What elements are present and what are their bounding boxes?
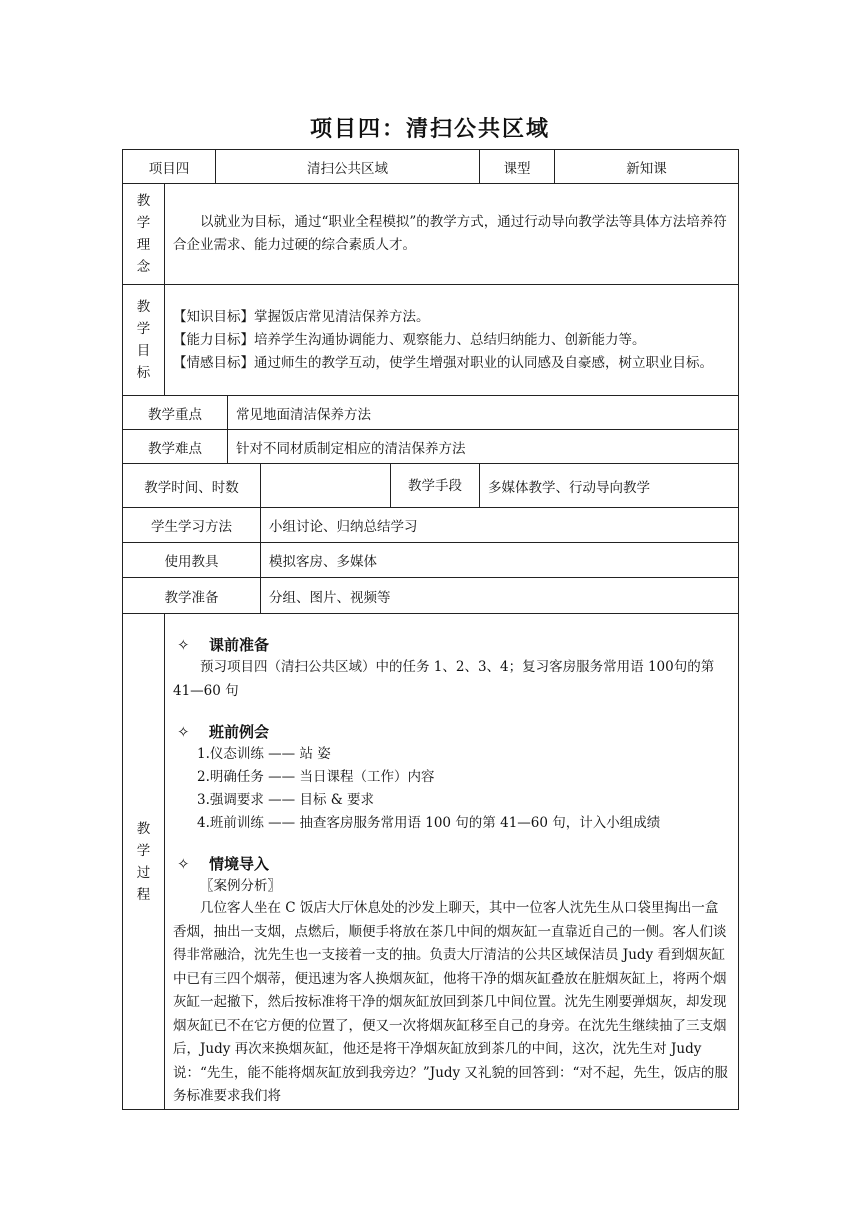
preparation-row <box>123 578 739 614</box>
meeting-item: 1.仪态训练 —— 站 姿 <box>197 746 331 762</box>
difficult-points-row <box>123 430 739 464</box>
tools-value: 模拟客房、多媒体 <box>261 543 739 578</box>
diamond-bullet-icon: ✧ <box>177 723 190 741</box>
preparation-label: 教学准备 <box>123 578 261 614</box>
emotion-objective: 【情感目标】通过师生的教学互动，使学生增强对职业的认同感及自豪感，树立职业目标。 <box>173 354 713 371</box>
preparation-value: 分组、图片、视频等 <box>261 578 739 614</box>
philosophy-row <box>123 184 739 285</box>
process-row <box>123 614 739 1110</box>
study-method-row <box>123 508 739 543</box>
process-content <box>165 614 738 1108</box>
course-type-value-cell: 新知课 <box>555 150 739 184</box>
project-name-cell: 清扫公共区域 <box>216 150 480 184</box>
philosophy-label: 教 学 理 念 <box>123 184 165 285</box>
meeting-item: 3.强调要求 —— 目标 & 要求 <box>197 792 375 808</box>
teaching-means-label: 教学手段 <box>391 464 480 508</box>
study-method-label: 学生学习方法 <box>123 508 261 543</box>
pre-class-text: 预习项目四（清扫公共区域）中的任务 1、2、3、4；复习客房服务常用语 100句的第 41—60 句 <box>173 659 715 699</box>
meeting-item: 4.班前训练 —— 抽查客房服务常用语 100 句的第 41—60 句，计入小组成绩 <box>197 815 661 831</box>
study-method-value: 小组讨论、归纳总结学习 <box>261 508 739 543</box>
key-points-value: 常见地面清洁保养方法 <box>228 396 739 430</box>
page-title: 项目四：清扫公共区域 <box>309 116 550 142</box>
header-row <box>123 150 739 184</box>
teaching-time-value <box>261 464 391 508</box>
case-analysis-label: 〖案例分析〗 <box>200 878 281 894</box>
knowledge-objective: 【知识目标】掌握饭店常见清洁保养方法。 <box>173 308 430 325</box>
philosophy-text-cell <box>165 184 739 285</box>
lesson-plan-table <box>122 149 739 1110</box>
meeting-item: 2.明确任务 —— 当日课程（工作）内容 <box>197 769 435 785</box>
case-text: 几位客人坐在 C 饭店大厅休息处的沙发上聊天，其中一位客人沈先生从口袋里掏出一盒香烟，抽出一支烟，点燃后，顺便手将放在茶几中间的烟灰缸一直靠近自己的一侧。客人们谈得非常融洽，沈先生也一支接着一支的抽。负责大厅清洁的公共区域保洁员 Judy 看到烟灰缸中已有三四个烟蒂，便迅速为客人换烟灰缸，他将干净的烟灰缸叠放在脏烟灰缸上，将两个烟灰缸一起撤下，然后按标准将干净的烟灰缸放回到茶几中间位置。沈先生刚要弹烟灰，却发现烟灰缸已不在它方便的位置了，便又一次将烟灰缸移至自己的身旁。在沈先生继续抽了三支烟后，Judy 再次来换烟灰缸，他还是将干净烟灰缸放到茶几的中间，这次，沈先生对 Judy 说：“先生，能不能将烟灰缸放到我旁边？”Judy 又礼貌的回答到：“对不起，先生，饭店的服务标准要求我们将 <box>173 900 728 1104</box>
section-meeting-heading: ✧ 班前例会 <box>173 721 730 743</box>
time-row <box>123 464 739 508</box>
section-pre-class-heading: ✧ 课前准备 <box>173 634 730 656</box>
diamond-bullet-icon: ✧ <box>177 855 190 873</box>
section-scenario-heading: ✧ 情境导入 <box>173 853 730 875</box>
project-label-cell: 项目四 <box>123 150 216 184</box>
objectives-text-cell <box>165 285 739 396</box>
difficult-points-label: 教学难点 <box>123 430 228 464</box>
teaching-means-value: 多媒体教学、行动导向教学 <box>480 464 739 508</box>
key-points-row <box>123 396 739 430</box>
course-type-label-cell: 课型 <box>480 150 555 184</box>
objectives-label: 教 学 目 标 <box>123 285 165 396</box>
process-label: 教 学 过 程 <box>123 614 165 1110</box>
process-content-cell <box>165 614 739 1110</box>
philosophy-text: 以就业为目标，通过“职业全程模拟”的教学方式，通过行动导向教学法等具体方法培养符合企业需求、能力过硬的综合素质人才。 <box>173 214 727 253</box>
tools-label: 使用教具 <box>123 543 261 578</box>
ability-objective: 【能力目标】培养学生沟通协调能力、观察能力、总结归纳能力、创新能力等。 <box>173 331 646 348</box>
teaching-time-label: 教学时间、时数 <box>123 464 261 508</box>
tools-row <box>123 543 739 578</box>
diamond-bullet-icon: ✧ <box>177 636 190 654</box>
objectives-row <box>123 285 739 396</box>
key-points-label: 教学重点 <box>123 396 228 430</box>
difficult-points-value: 针对不同材质制定相应的清洁保养方法 <box>228 430 739 464</box>
